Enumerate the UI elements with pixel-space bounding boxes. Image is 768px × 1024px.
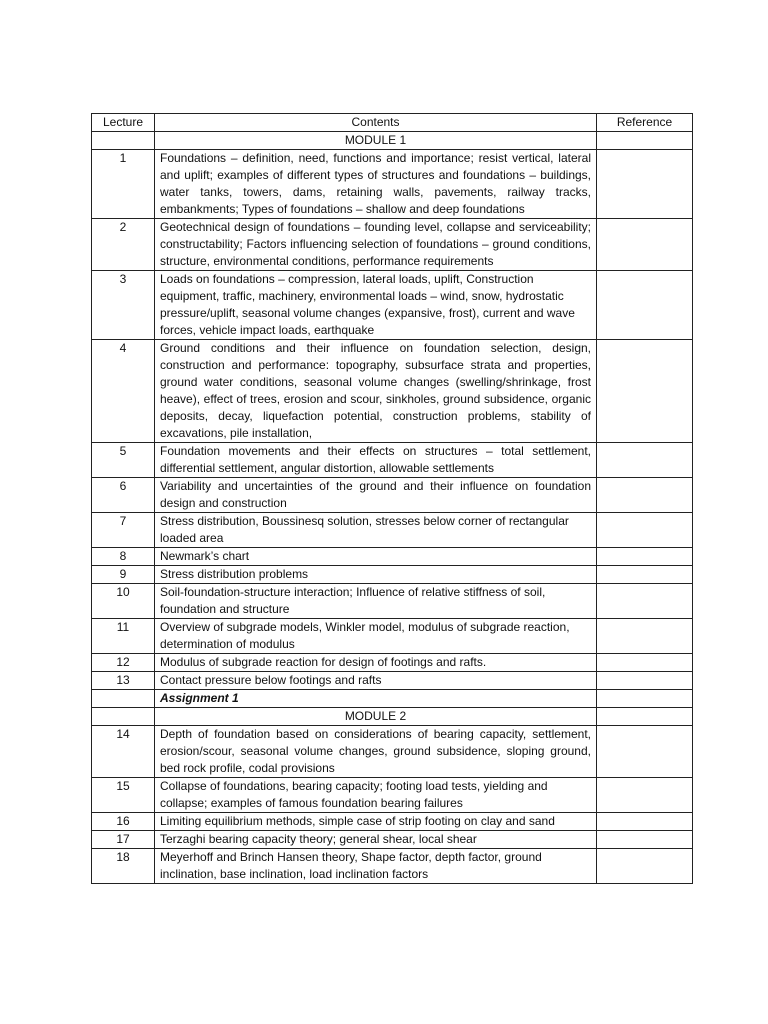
lecture-contents: Newmark’s chart [155,548,597,566]
module-lecture-cell [92,708,155,726]
lecture-number: 7 [92,513,155,548]
lecture-contents: Contact pressure below footings and rafts [155,672,597,690]
lecture-reference [597,443,693,478]
lecture-reference [597,513,693,548]
lecture-reference [597,271,693,340]
table-row [92,513,693,548]
lecture-contents: Collapse of foundations, bearing capacity; footing load tests, yielding and collapse; examples of famous foundation bearing failures [155,778,597,813]
lecture-contents: Meyerhoff and Brinch Hansen theory, Shape factor, depth factor, ground inclination, base inclination, load inclination factors [155,849,597,884]
lecture-contents: Soil-foundation-structure interaction; Influence of relative stiffness of soil, foundation and structure [155,584,597,619]
module-reference-cell [597,132,693,150]
table-row [92,443,693,478]
lecture-number: 14 [92,726,155,778]
lecture-reference [597,219,693,271]
table-row [92,340,693,443]
lecture-reference [597,619,693,654]
lecture-reference [597,726,693,778]
lecture-contents: Depth of foundation based on considerations of bearing capacity, settlement, erosion/scour, seasonal volume changes, ground subsidence, sloping ground, bed rock profile, codal provisions [155,726,597,778]
table-row [92,778,693,813]
module-row [92,708,693,726]
lecture-reference [597,478,693,513]
lecture-reference [597,566,693,584]
lecture-contents: Ground conditions and their influence on foundation selection, design, construction and performance: topography, subsurface strata and properties, ground water conditions, seasonal volume changes (swelling/shrinkage, frost heave), effect of trees, erosion and scour, sinkholes, ground subsidence, organic deposits, decay, liquefaction potential, construction problems, stability of excavations, pile installation, [155,340,597,443]
table-row [92,219,693,271]
module-2-title: MODULE 2 [155,708,597,726]
table-row [92,566,693,584]
lecture-contents: Foundation movements and their effects on structures – total settlement, differential settlement, angular distortion, allowable settlements [155,443,597,478]
header-contents: Contents [155,114,597,132]
lecture-contents: Loads on foundations – compression, lateral loads, uplift, Construction equipment, traffic, machinery, environmental loads – wind, snow, hydrostatic pressure/uplift, seasonal volume changes (expansive, frost), current and wave forces, vehicle impact loads, earthquake [155,271,597,340]
lecture-reference [597,672,693,690]
table-row [92,654,693,672]
lecture-number: 1 [92,150,155,219]
table-row [92,478,693,513]
header-row [92,114,693,132]
assignment-lecture-cell [92,690,155,708]
table-row [92,849,693,884]
lecture-number: 13 [92,672,155,690]
table-row [92,619,693,654]
lecture-reference [597,340,693,443]
lecture-contents: Overview of subgrade models, Winkler model, modulus of subgrade reaction, determination of modulus [155,619,597,654]
lecture-contents: Stress distribution problems [155,566,597,584]
assignment-1-label: Assignment 1 [155,690,597,708]
lecture-number: 9 [92,566,155,584]
lecture-reference [597,849,693,884]
lecture-number: 15 [92,778,155,813]
table-row [92,584,693,619]
lecture-number: 6 [92,478,155,513]
table-row [92,831,693,849]
lecture-number: 5 [92,443,155,478]
assignment-row [92,690,693,708]
table-row [92,726,693,778]
lecture-number: 16 [92,813,155,831]
lecture-contents: Modulus of subgrade reaction for design of footings and rafts. [155,654,597,672]
lecture-reference [597,584,693,619]
lecture-contents: Variability and uncertainties of the ground and their influence on foundation design and construction [155,478,597,513]
lecture-contents: Stress distribution, Boussinesq solution, stresses below corner of rectangular loaded area [155,513,597,548]
module-1-title: MODULE 1 [155,132,597,150]
lecture-reference [597,548,693,566]
module-reference-cell [597,708,693,726]
lecture-number: 4 [92,340,155,443]
syllabus-table [91,113,693,884]
table-row [92,150,693,219]
lecture-number: 18 [92,849,155,884]
lecture-number: 10 [92,584,155,619]
module-lecture-cell [92,132,155,150]
header-reference: Reference [597,114,693,132]
lecture-reference [597,813,693,831]
header-lecture: Lecture [92,114,155,132]
lecture-number: 12 [92,654,155,672]
table-row [92,548,693,566]
module-row [92,132,693,150]
assignment-reference-cell [597,690,693,708]
table-row [92,813,693,831]
lecture-number: 17 [92,831,155,849]
lecture-number: 11 [92,619,155,654]
lecture-contents: Foundations – definition, need, functions and importance; resist vertical, lateral and uplift; examples of different types of structures and foundations – buildings, water tanks, towers, dams, retaining walls, pavements, railway tracks, embankments; Types of foundations – shallow and deep foundations [155,150,597,219]
lecture-contents: Geotechnical design of foundations – founding level, collapse and serviceability; constructability; Factors influencing selection of foundations – ground conditions, structure, environmental conditions, performance requirements [155,219,597,271]
table-row [92,271,693,340]
lecture-reference [597,778,693,813]
table-row [92,672,693,690]
lecture-contents: Limiting equilibrium methods, simple case of strip footing on clay and sand [155,813,597,831]
lecture-reference [597,150,693,219]
lecture-number: 8 [92,548,155,566]
lecture-number: 2 [92,219,155,271]
lecture-reference [597,654,693,672]
lecture-number: 3 [92,271,155,340]
lecture-contents: Terzaghi bearing capacity theory; general shear, local shear [155,831,597,849]
lecture-reference [597,831,693,849]
